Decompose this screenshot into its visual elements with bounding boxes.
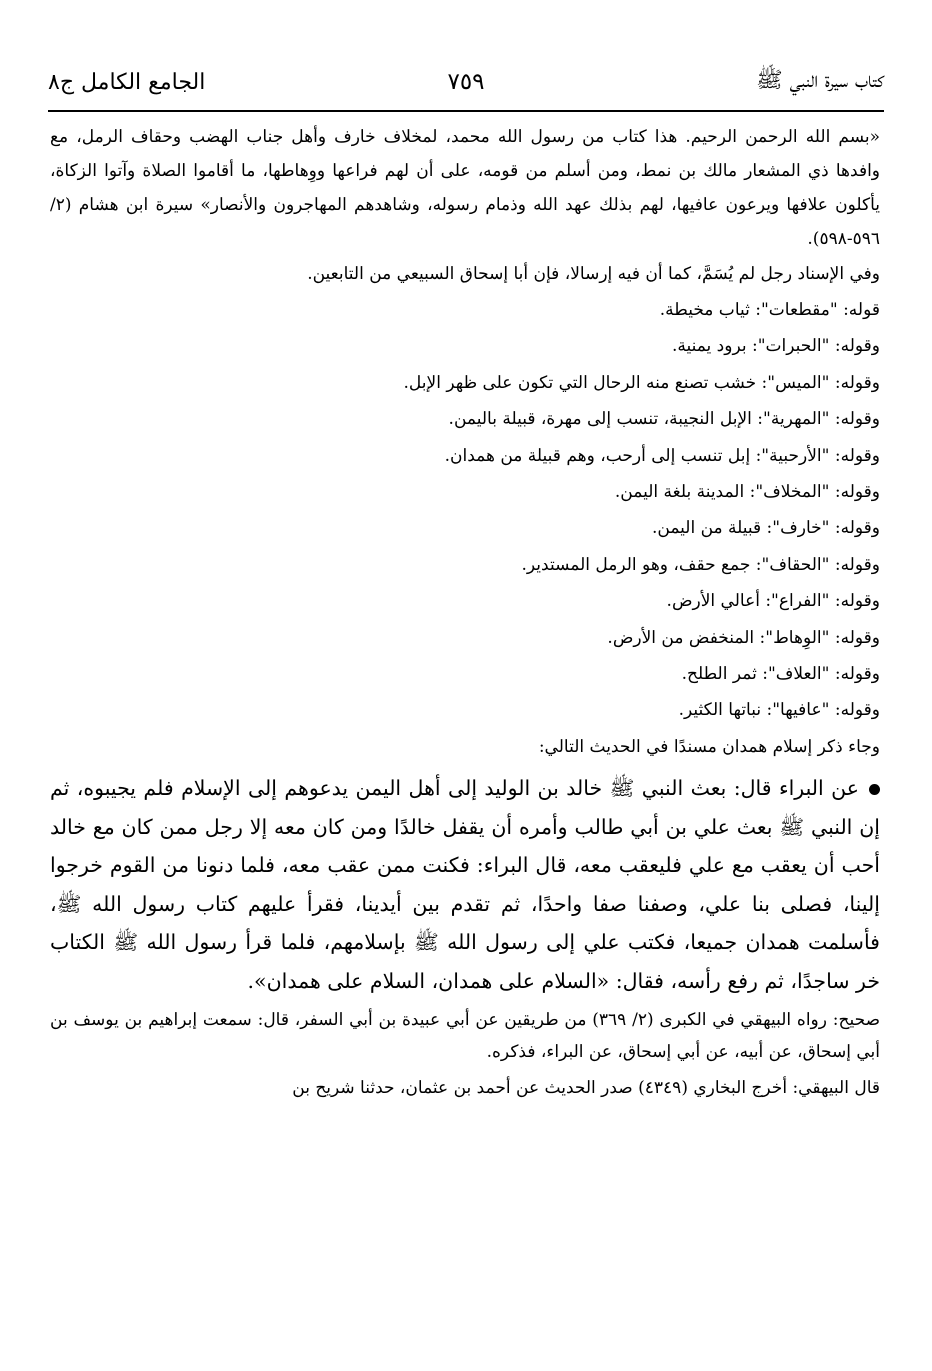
page-number: ٧٥٩ (447, 69, 485, 95)
header-rule (48, 110, 884, 112)
gloss-line: وقوله: "الوِهاط": المنخفض من الأرض. (607, 627, 880, 648)
running-title-left: الجامع الكامل ج٨ (48, 69, 206, 95)
bayhaqi-note: قال البيهقي: أخرج البخاري (٤٣٤٩) صدر الحديث عن أحمد بن عثمان، حدثنا شريح بن (292, 1078, 880, 1099)
gloss-line: وقوله: "المهرية": الإبل النجيبة، تنسب إلى مهرة، قبيلة باليمن. (448, 409, 880, 430)
gloss-line: وقوله: "الميس": خشب تصنع منه الرحال التي تكون على ظهر الإبل. (403, 372, 880, 393)
bullet-icon (869, 784, 880, 795)
gloss-line: وقوله: "خارف": قبيلة من اليمن. (651, 518, 880, 539)
gloss-line: وقوله: "المخلاف": المدينة بلغة اليمن. (614, 482, 880, 503)
isnad-comment: وفي الإسناد رجل لم يُسَمَّ، كما أن فيه إرسالا، فإن أبا إسحاق السبيعي من التابعين. (307, 264, 880, 284)
gloss-line: وقوله: "الحقاف": جمع حقف، وهو الرمل المستدير. (521, 554, 880, 575)
gloss-line: وقوله: "الأرحبية": إبل تنسب إلى أرحب، وهم قبيلة من همدان. (444, 445, 880, 466)
page-header (48, 62, 884, 102)
gloss-line: وقوله: "العلاف": ثمر الطلح. (681, 664, 880, 685)
hadith-text: عن البراء قال: بعث النبي ﷺ خالد بن الوليد إلى أهل اليمن يدعوهم إلى الإسلام فلم يجيبوه، ثم إن النبي ﷺ بعث علي بن أبي طالب وأمره أن يقفل خالدًا ومن كان معه إلا رجل ممن كان مع خالد أحب أن يعقب مع علي فليعقب معه، قال البراء: فكنت ممن عقب معه، فلما دنونا من القوم خرجوا إلينا، فصلى بنا علي، وصفنا صفا واحدًا، ثم تقدم بين أيدينا، فقرأ عليهم كتاب رسول الله ﷺ، فأسلمت همدان جميعا، فكتب علي إلى رسول الله ﷺ بإسلامهم، فلما قرأ رسول الله ﷺ الكتاب خر ساجدًا، ثم رفع رأسه، فقال: «السلام على همدان، السلام على همدان». (50, 776, 880, 993)
prophet-letter: «بسم الله الرحمن الرحيم. هذا كتاب من رسول الله محمد، لمخلاف خارف وأهل جناب الهضب وحقاف الرمل، مع وافدها ذي المشعار مالك بن نمط، ومن أسلم من قومه، على أن لهم فراعها ووِهاطها، ما أقاموا الصلاة وآتوا الزكاة، يأكلون علافها ويرعون عافيها، لهم بذلك عهد الله وذمام رسوله، وشاهدهم المهاجرون والأنصار» سيرة ابن هشام (٢/ ٥٩٦-٥٩٨). (50, 127, 880, 249)
intro-line: وجاء ذكر إسلام همدان مسندًا في الحديث التالي: (538, 736, 880, 757)
gloss-line: قوله: "مقطعات": ثياب مخيطة. (659, 300, 880, 320)
hadith-paragraph (50, 769, 880, 1000)
running-title-right: كتاب سيرة النبي ﷺ (756, 68, 884, 93)
gloss-line: وقوله: "الفراع": أعالي الأرض. (666, 591, 880, 612)
gloss-line: وقوله: "عافيها": نباتها الكثير. (678, 700, 880, 721)
page-body (50, 120, 880, 1104)
takhrij-note: صحيح: رواه البيهقي في الكبرى (٢/ ٣٦٩) من طريقين عن أبي عبيدة بن أبي السفر، قال: سمعت إبراهيم بن يوسف بن أبي إسحاق، عن أبيه، عن أبي إسحاق، عن البراء، فذكره. (50, 1010, 881, 1063)
gloss-line: وقوله: "الحبرات": برود يمنية. (671, 336, 880, 357)
